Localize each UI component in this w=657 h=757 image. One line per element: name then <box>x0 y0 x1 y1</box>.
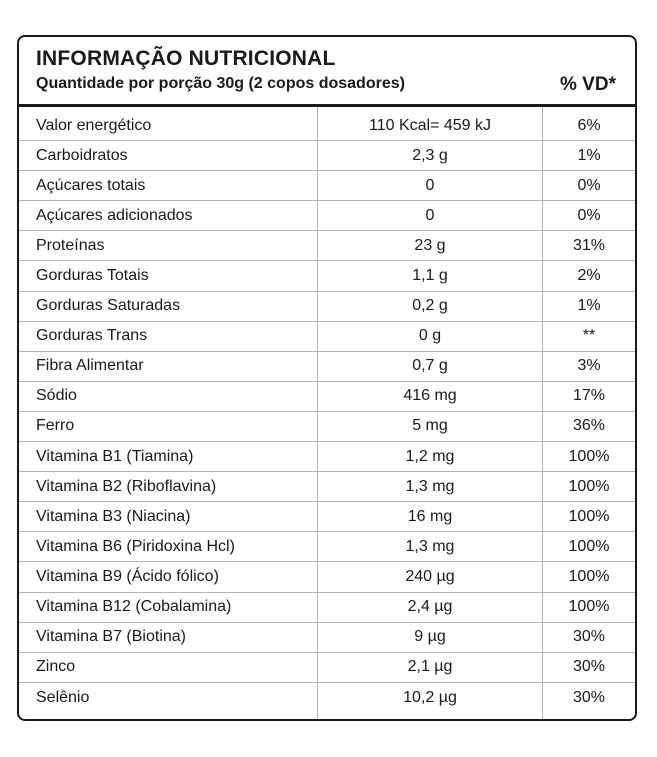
nutrient-quantity: 2,4 µg <box>407 598 453 616</box>
nutrient-name: Açúcares totais <box>36 176 146 194</box>
nutrient-quantity: 9 µg <box>414 628 446 646</box>
serving-size-label: Quantidade por porção 30g (2 copos dosadores) <box>36 75 405 92</box>
nutrient-quantity: 0 <box>425 206 435 224</box>
nutrient-daily-value: 100% <box>568 598 610 616</box>
nutrient-name: Vitamina B2 (Riboflavina) <box>36 477 217 495</box>
nutrient-name: Valor energético <box>36 116 152 134</box>
nutrient-row <box>19 352 635 382</box>
nutrient-row <box>19 593 635 623</box>
nutrient-row <box>19 261 635 291</box>
nutrient-quantity: 0 g <box>418 327 442 345</box>
panel-title: INFORMAÇÃO NUTRICIONAL <box>36 47 336 70</box>
nutrient-daily-value: 30% <box>572 688 606 706</box>
nutrient-daily-value: 2% <box>577 267 601 285</box>
nutrient-daily-value: 100% <box>568 567 610 585</box>
nutrient-row <box>19 532 635 562</box>
nutrient-name: Vitamina B3 (Niacina) <box>36 507 191 525</box>
nutrient-quantity: 1,2 mg <box>405 447 455 465</box>
nutrient-quantity: 10,2 µg <box>403 688 457 706</box>
nutrient-quantity: 0,7 g <box>412 357 448 375</box>
nutrient-daily-value: 0% <box>577 206 601 224</box>
nutrient-name: Selênio <box>36 688 90 706</box>
nutrient-row <box>19 502 635 532</box>
nutrient-row <box>19 322 635 352</box>
nutrient-name: Açúcares adicionados <box>36 206 193 224</box>
nutrient-row <box>19 442 635 472</box>
nutrient-quantity: 110 Kcal= 459 kJ <box>368 116 491 134</box>
nutrient-name: Carboidratos <box>36 146 128 164</box>
nutrient-daily-value: 100% <box>568 537 610 555</box>
nutrient-row <box>19 231 635 261</box>
nutrient-daily-value: 0% <box>577 176 601 194</box>
nutrient-row <box>19 171 635 201</box>
nutrient-row <box>19 382 635 412</box>
nutrition-facts-panel <box>17 35 637 721</box>
nutrient-row <box>19 472 635 502</box>
nutrient-name: Ferro <box>36 417 75 435</box>
nutrient-name: Vitamina B1 (Tiamina) <box>36 447 194 465</box>
nutrient-daily-value: 1% <box>577 297 601 315</box>
nutrient-quantity: 16 mg <box>407 507 453 525</box>
nutrient-daily-value: 100% <box>568 507 610 525</box>
nutrient-row <box>19 412 635 442</box>
nutrient-daily-value: 31% <box>572 236 606 254</box>
nutrient-row <box>19 653 635 683</box>
nutrient-quantity: 0 <box>425 176 435 194</box>
nutrient-row <box>19 201 635 231</box>
nutrient-table <box>19 111 635 713</box>
nutrient-quantity: 23 g <box>414 236 446 254</box>
nutrient-quantity: 240 µg <box>405 567 455 585</box>
nutrient-row <box>19 111 635 141</box>
nutrient-name: Gorduras Trans <box>36 327 148 345</box>
nutrient-quantity: 1,3 mg <box>405 537 455 555</box>
nutrient-daily-value: 100% <box>568 477 610 495</box>
nutrient-daily-value: 17% <box>572 387 606 405</box>
nutrient-name: Proteínas <box>36 236 105 254</box>
nutrient-daily-value: 1% <box>577 146 601 164</box>
nutrient-daily-value: 30% <box>572 628 606 646</box>
nutrient-quantity: 2,1 µg <box>407 658 453 676</box>
nutrient-name: Gorduras Totais <box>36 267 149 285</box>
nutrient-daily-value: 30% <box>572 658 606 676</box>
nutrient-row <box>19 292 635 322</box>
nutrient-name: Gorduras Saturadas <box>36 297 181 315</box>
nutrient-name: Vitamina B9 (Ácido fólico) <box>36 567 219 585</box>
nutrient-daily-value: 6% <box>577 116 601 134</box>
nutrient-daily-value: ** <box>582 327 596 345</box>
nutrient-name: Zinco <box>36 658 76 676</box>
nutrient-name: Vitamina B12 (Cobalamina) <box>36 598 232 616</box>
nutrient-row <box>19 562 635 592</box>
nutrient-row <box>19 141 635 171</box>
nutrient-daily-value: 100% <box>568 447 610 465</box>
daily-value-header: % VD* <box>560 74 616 95</box>
nutrient-quantity: 2,3 g <box>412 146 448 164</box>
nutrient-quantity: 1,3 mg <box>405 477 455 495</box>
nutrient-daily-value: 3% <box>577 357 601 375</box>
nutrient-name: Sódio <box>36 387 77 405</box>
nutrition-header <box>19 37 635 107</box>
nutrient-quantity: 1,1 g <box>412 267 448 285</box>
nutrient-row <box>19 683 635 713</box>
nutrient-quantity: 5 mg <box>412 417 448 435</box>
nutrient-daily-value: 36% <box>572 417 606 435</box>
nutrient-row <box>19 623 635 653</box>
nutrient-name: Vitamina B6 (Piridoxina Hcl) <box>36 537 235 555</box>
nutrient-quantity: 0,2 g <box>412 297 448 315</box>
nutrient-name: Fibra Alimentar <box>36 357 144 375</box>
nutrient-name: Vitamina B7 (Biotina) <box>36 628 186 646</box>
nutrient-quantity: 416 mg <box>403 387 457 405</box>
